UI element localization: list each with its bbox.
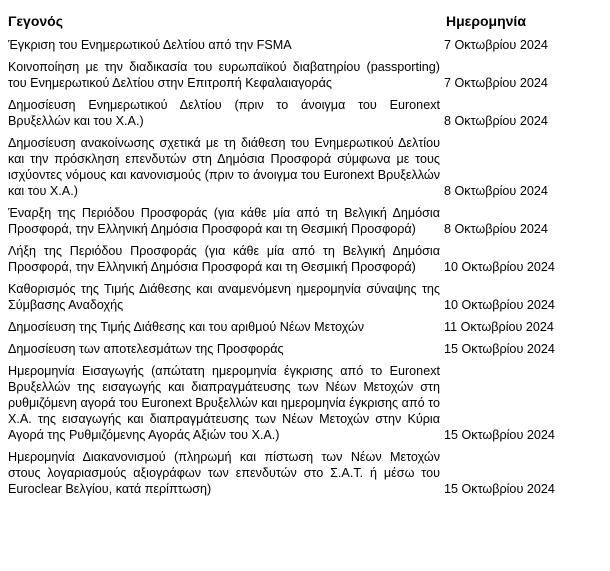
date-column-header: Ημερομηνία: [446, 13, 526, 29]
timetable: [0, 9, 600, 501]
event-cell: [0, 447, 444, 501]
date-cell: 8 Οκτωβρίου 2024: [444, 222, 548, 236]
date-cell: 15 Οκτωβρίου 2024: [444, 428, 555, 442]
table-row: [0, 203, 600, 241]
event-text: Δημοσίευση ανακοίνωσης σχετικά με τη διάθεση του Ενημερωτικού Δελτίου και την πρόσκληση επενδυτών στη Δημόσια Προσφορά σύμφωνα με τους ισχύοντες νόμους και κανονισμούς (πριν το άνοιγμα του Euronext Βρυξελλών και του Χ.Α.): [8, 136, 440, 198]
date-cell: 15 Οκτωβρίου 2024: [444, 342, 555, 356]
table-row: [0, 361, 600, 447]
event-cell: [0, 133, 444, 203]
date-cell: 7 Οκτωβρίου 2024: [444, 38, 548, 52]
date-cell: 10 Οκτωβρίου 2024: [444, 298, 555, 312]
table-row: [0, 95, 600, 133]
table-row: [0, 57, 600, 95]
table-row: [0, 317, 600, 339]
event-cell: [0, 361, 444, 447]
table-row: [0, 241, 600, 279]
event-text: Κοινοποίηση με την διαδικασία του ευρωπαϊκού διαβατηρίου (passporting) του Ενημερωτικού Δελτίου στην Επιτροπή Κεφαλαιαγοράς: [8, 60, 440, 90]
event-text: Έναρξη της Περιόδου Προσφοράς (για κάθε μία από τη Βελγική Δημόσια Προσφορά, την Ελληνική Δημόσια Προσφορά και τη Θεσμική Προσφορά): [8, 206, 440, 236]
table-row: [0, 279, 600, 317]
event-text: Ημερομηνία Διακανονισμού (πληρωμή και πίστωση των Νέων Μετοχών στους λογαριασμούς αξιογράφων των επενδυτών στο Σ.Α.Τ. ή μέσω του Euroclear Βελγίου, κατά περίπτωση): [8, 450, 440, 496]
event-text: Δημοσίευση της Τιμής Διάθεσης και του αριθμού Νέων Μετοχών: [8, 320, 365, 334]
event-cell: [0, 203, 444, 241]
event-text: Καθορισμός της Τιμής Διάθεσης και αναμενόμενη ημερομηνία σύναψης της Σύμβασης Αναδοχής: [8, 282, 440, 312]
table-row: [0, 35, 600, 57]
event-text: Λήξη της Περιόδου Προσφοράς (για κάθε μία από τη Βελγική Δημόσια Προσφορά, την Ελληνική Δημόσια Προσφορά και τη Θεσμική Προσφορά): [8, 244, 440, 274]
table-row: [0, 133, 600, 203]
event-cell: [0, 35, 444, 57]
event-cell: [0, 57, 444, 95]
event-cell: [0, 241, 444, 279]
event-text: Δημοσίευση Ενημερωτικού Δελτίου (πριν το άνοιγμα του Euronext Βρυξελλών και του Χ.Α.): [8, 98, 440, 128]
date-cell: 8 Οκτωβρίου 2024: [444, 184, 548, 198]
event-cell: [0, 317, 444, 339]
event-text: Δημοσίευση των αποτελεσμάτων της Προσφοράς: [8, 342, 284, 356]
date-cell: 11 Οκτωβρίου 2024: [444, 320, 554, 334]
date-cell: 7 Οκτωβρίου 2024: [444, 76, 548, 90]
event-text: Ημερομηνία Εισαγωγής (απώτατη ημερομηνία έγκρισης από το Euronext Βρυξελλών της εισαγωγής και διαπραγμάτευσης των Νέων Μετοχών στη ρυθμιζόμενη αγορά του Euronext Βρυξελλών και ημερομηνία έγκρισης από το Χ.Α. της εισαγωγής και διαπραγμάτευσης των Νέων Μετοχών στην Κύρια Αγορά της Ρυθμιζόμενης Αγοράς Αξιών του Χ.Α.): [8, 364, 440, 442]
event-cell: [0, 339, 444, 361]
date-cell: 10 Οκτωβρίου 2024: [444, 260, 555, 274]
table-header-row: [0, 9, 600, 35]
table-row: [0, 339, 600, 361]
date-cell: 8 Οκτωβρίου 2024: [444, 114, 548, 128]
event-column-header: Γεγονός: [8, 13, 64, 29]
date-cell: 15 Οκτωβρίου 2024: [444, 482, 555, 496]
event-cell: [0, 95, 444, 133]
table-row: [0, 447, 600, 501]
event-cell: [0, 279, 444, 317]
event-text: Έγκριση του Ενημερωτικού Δελτίου από την FSMA: [8, 38, 292, 52]
